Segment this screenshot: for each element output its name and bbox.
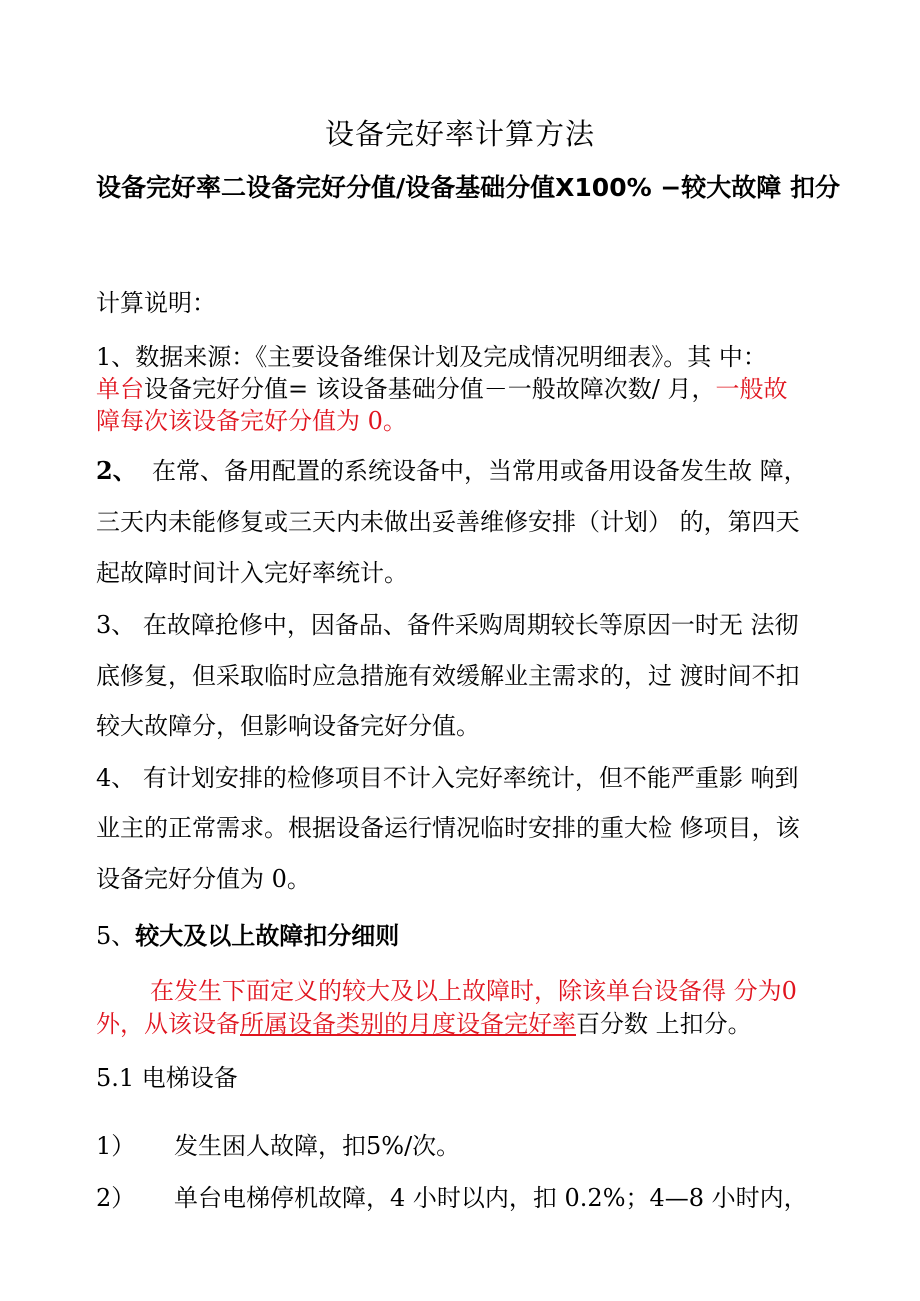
item2-line1 xyxy=(96,451,808,486)
formula-line: 设备完好率二设备完好分值/设备基础分值X100% −较大故障 扣分 xyxy=(96,173,840,202)
item5-p2-b: 百分数 上扣分。 xyxy=(576,1010,752,1038)
item4-line2: 业主的正常需求。根据设备运行情况临时安排的重大检 修项目，该 xyxy=(96,814,800,842)
section51-heading: 5.1 电梯设备 xyxy=(96,1064,238,1092)
item2-line2: 三天内未能修复或三天内未做出妥善维修安排（计划） 的，第四天 xyxy=(96,508,800,536)
section51-row xyxy=(96,1178,808,1213)
item1-line1: 1、数据来源：《主要设备维保计划及完成情况明细表》。其 中： xyxy=(96,343,767,371)
item2-line3: 起故障时间计入完好率统计。 xyxy=(96,559,408,587)
item4-line3: 设备完好分值为 0。 xyxy=(96,865,311,893)
item2-line1-text: 在常、备用配置的系统设备中，当常用或备用设备发生故 障， xyxy=(151,457,808,485)
item5-p2-a: 外，从该设备 xyxy=(96,1010,240,1038)
item5-number: 5、 xyxy=(96,922,136,950)
item1-line3: 障每次该设备完好分值为 0。 xyxy=(96,407,407,435)
row-label: 2） xyxy=(96,1184,136,1212)
item5-paragraph-line1: 在发生下面定义的较大及以上故障时，除该单台设备得 分为0 xyxy=(150,977,797,1005)
item3-line3: 较大故障分，但影响设备完好分值。 xyxy=(96,712,480,740)
intro-label: 计算说明： xyxy=(96,289,216,317)
section51-row xyxy=(96,1126,460,1161)
row-text: 发生困人故障，扣5%/次。 xyxy=(174,1132,461,1160)
item1-red-end: 一般故 xyxy=(715,375,788,403)
item4-line1: 4、 有计划安排的检修项目不计入完好率统计，但不能严重影 响到 xyxy=(96,764,799,792)
item1-line2-text: 设备完好分值= 该设备基础分值－一般故障次数/ 月， xyxy=(144,375,716,403)
item5-p2-underlined: 所属设备类别的月度设备完好率 xyxy=(240,1010,576,1038)
item1-red-single: 单台 xyxy=(96,375,144,403)
item5-heading: 较大及以上故障扣分细则 xyxy=(135,921,400,950)
item5-paragraph-line2 xyxy=(96,1004,752,1039)
document-title: 设备完好率计算方法 xyxy=(324,117,595,151)
item5-heading-line xyxy=(96,916,399,951)
item3-line1: 3、 在故障抢修中，因备品、备件采购周期较长等原因一时无 法彻 xyxy=(96,611,799,639)
item2-number: 2、 xyxy=(96,456,137,485)
row-label: 1） xyxy=(96,1132,136,1160)
item1-line2 xyxy=(96,369,787,404)
item3-line2: 底修复，但采取临时应急措施有效缓解业主需求的，过 渡时间不扣 xyxy=(96,662,800,690)
row-text: 单台电梯停机故障，4 小时以内，扣 0.2%；4—8 小时内， xyxy=(174,1184,808,1212)
